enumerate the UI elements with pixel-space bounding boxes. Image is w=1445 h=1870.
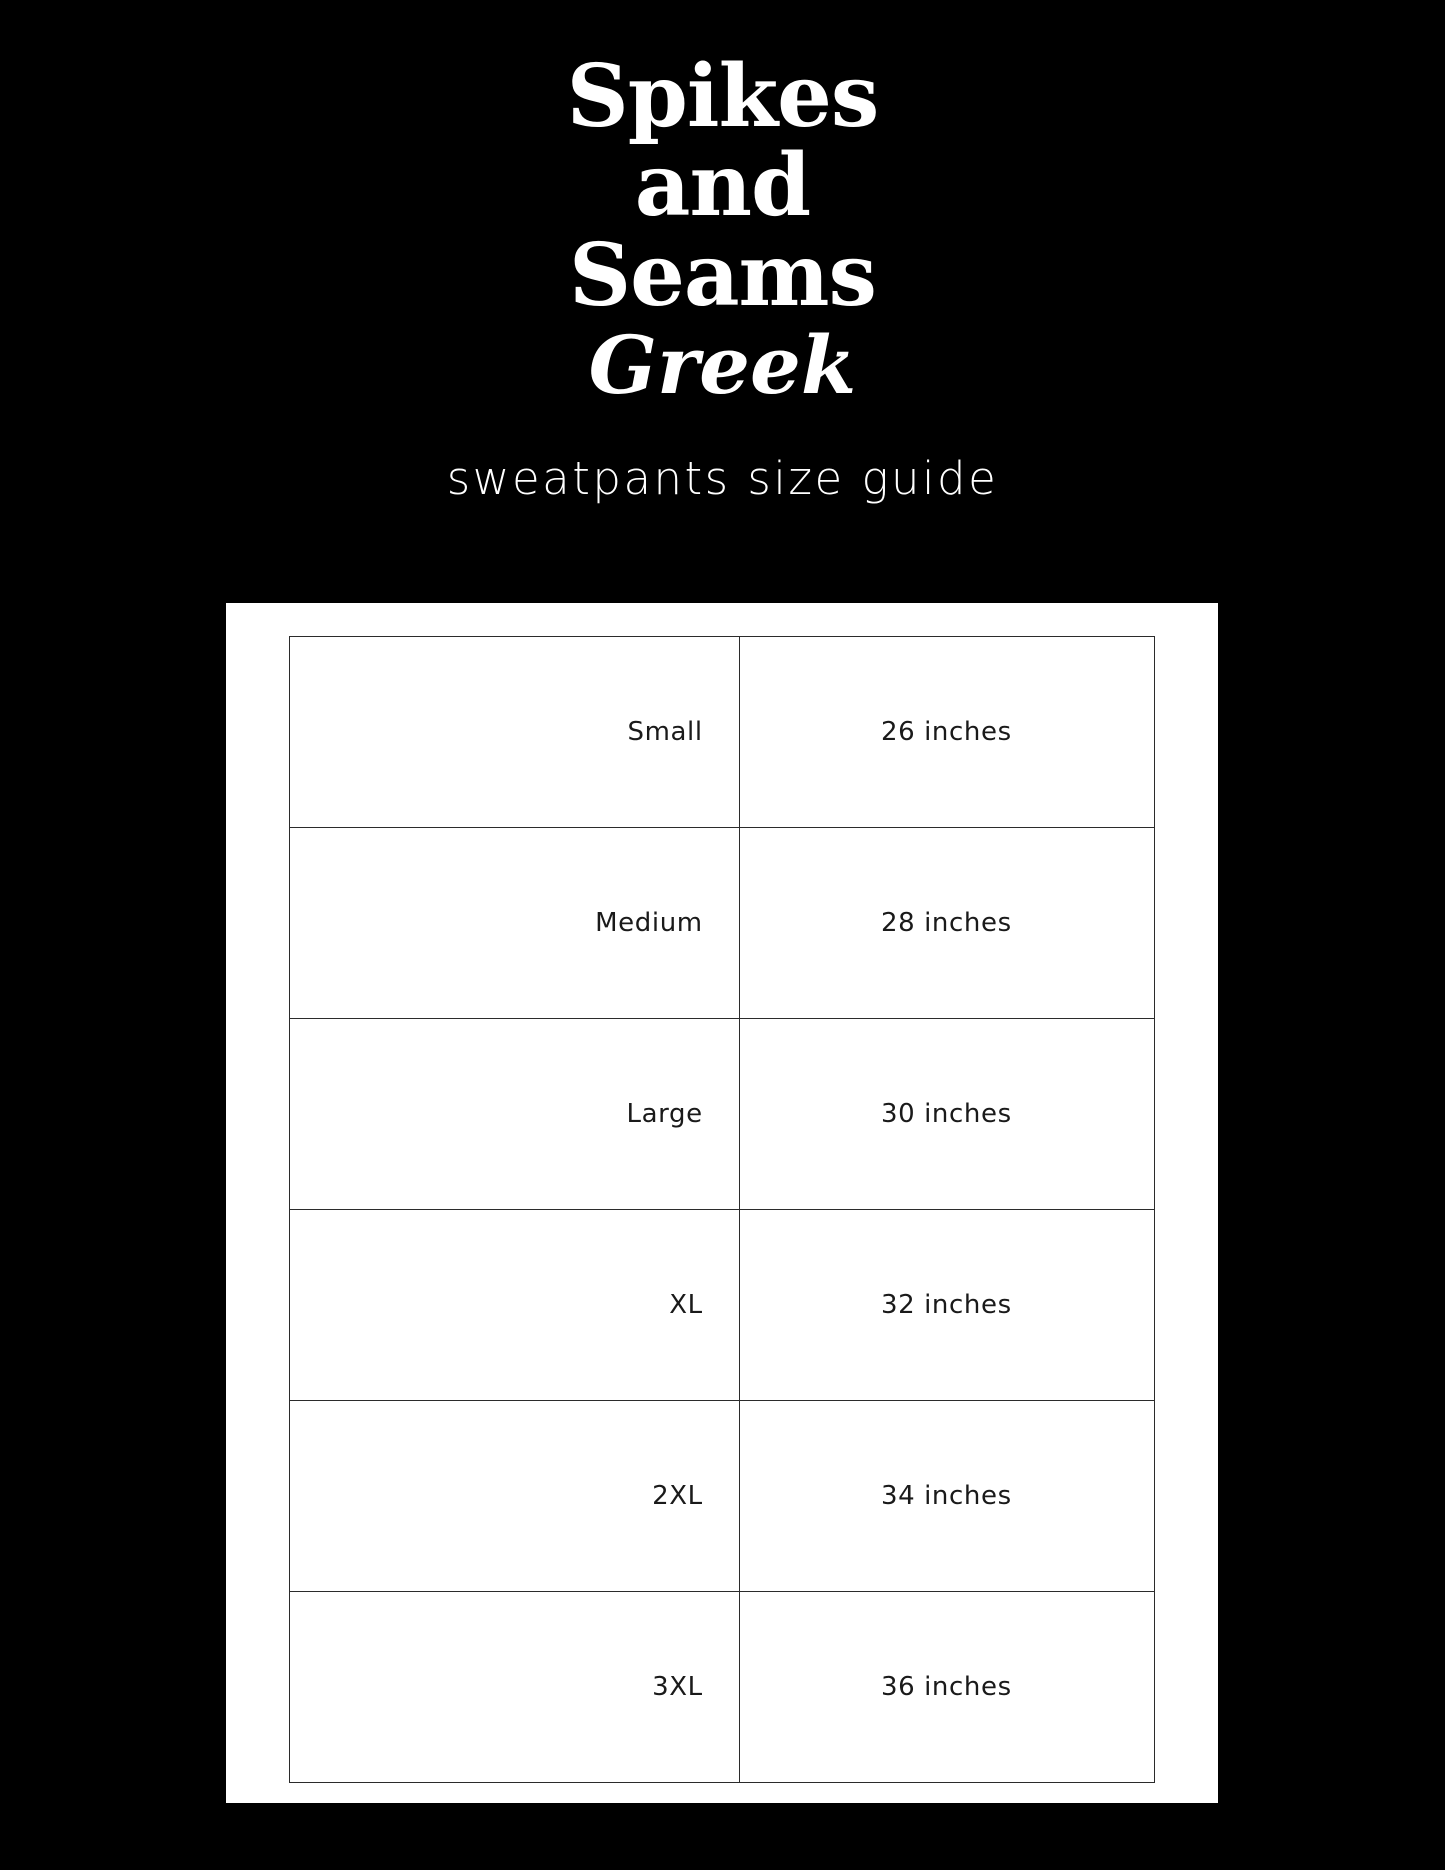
measurement-value: 30 inches — [739, 1019, 1154, 1210]
measurement-value: 34 inches — [739, 1401, 1154, 1592]
brand-line-3: Seams — [569, 224, 876, 326]
size-label: XL — [290, 1210, 740, 1401]
table-row — [290, 828, 1155, 1019]
table-row — [290, 1592, 1155, 1783]
table-row — [290, 1401, 1155, 1592]
brand-line-2: and — [634, 135, 811, 237]
size-table-wrapper — [289, 636, 1155, 1766]
brand-line-1: Spikes — [566, 46, 879, 147]
size-chart-card — [226, 603, 1218, 1803]
size-label: 3XL — [290, 1592, 740, 1783]
measurement-value: 26 inches — [739, 637, 1154, 828]
measurement-value: 36 inches — [739, 1592, 1154, 1783]
page-title: sweatpants size guide — [446, 451, 999, 505]
table-row — [290, 637, 1155, 828]
table-row — [290, 1210, 1155, 1401]
size-label: Medium — [290, 828, 740, 1019]
measurement-value: 32 inches — [739, 1210, 1154, 1401]
size-label: Large — [290, 1019, 740, 1210]
measurement-value: 28 inches — [739, 828, 1154, 1019]
size-table — [289, 636, 1155, 1783]
brand-line-4: Greek — [588, 318, 857, 413]
size-label: 2XL — [290, 1401, 740, 1592]
table-row — [290, 1019, 1155, 1210]
brand-wordmark — [0, 0, 1445, 413]
size-label: Small — [290, 637, 740, 828]
